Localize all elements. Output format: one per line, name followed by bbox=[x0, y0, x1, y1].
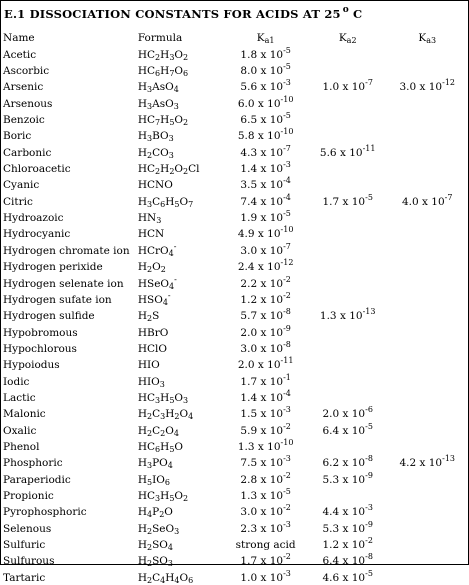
table-row bbox=[3, 356, 468, 372]
ka2-cell bbox=[309, 225, 387, 241]
table-body bbox=[3, 45, 468, 584]
ka2-cell bbox=[309, 340, 387, 356]
ka2-cell bbox=[309, 209, 387, 225]
ka3-cell bbox=[386, 307, 468, 323]
formula-cell: $H_3AsO_4$ bbox=[137, 81, 179, 95]
ka1-cell: 3.0 x $10^{-7}$ bbox=[240, 241, 291, 257]
ka1-cell: 2.0 x $10^{-9}$ bbox=[240, 323, 291, 339]
ka2-cell: 5.6 x $10^{-11}$ bbox=[319, 143, 376, 159]
ka2-cell: 6.4 x $10^{-5}$ bbox=[322, 421, 373, 437]
acid-name-cell: Citric bbox=[3, 195, 33, 208]
ka2-cell bbox=[309, 372, 387, 388]
table-row bbox=[3, 78, 468, 94]
formula-cell: $HIO_3$ bbox=[137, 375, 165, 389]
acid-name-cell: Propionic bbox=[3, 489, 54, 502]
ka3-cell bbox=[386, 356, 468, 372]
ka2-cell: 1.7 x $10^{-5}$ bbox=[322, 192, 373, 208]
ka1-cell: 6.5 x $10^{-5}$ bbox=[240, 111, 291, 127]
ka3-cell: 3.0 x $10^{-12}$ bbox=[399, 78, 455, 94]
ka3-cell: 4.2 x $10^{-13}$ bbox=[399, 454, 455, 470]
ka3-cell bbox=[386, 209, 468, 225]
table-row bbox=[3, 340, 468, 356]
ka1-cell: 2.4 x $10^{-12}$ bbox=[237, 258, 294, 274]
header-formula: Formula bbox=[137, 32, 183, 45]
ka2-cell bbox=[309, 323, 387, 339]
formula-cell: $H_2SO_3$ bbox=[137, 555, 174, 569]
ka3-cell bbox=[386, 389, 468, 405]
acid-name-cell: Hypoiodus bbox=[3, 359, 60, 372]
table-row bbox=[3, 323, 468, 339]
ka2-cell: 6.2 x $10^{-8}$ bbox=[322, 454, 373, 470]
ka1-cell: 2.8 x $10^{-2}$ bbox=[240, 470, 291, 486]
ka3-cell bbox=[386, 323, 468, 339]
acid-name-cell: Arsenic bbox=[3, 81, 44, 94]
ka1-cell: 1.3 x $10^{-10}$ bbox=[237, 437, 294, 453]
ka3-cell bbox=[386, 421, 468, 437]
formula-cell: $H_2SO_4$ bbox=[137, 539, 174, 552]
ka2-cell bbox=[309, 45, 387, 61]
table-row bbox=[3, 503, 468, 519]
ka3-cell bbox=[386, 568, 468, 584]
table-row bbox=[3, 470, 468, 486]
table-row bbox=[3, 291, 468, 307]
ka2-cell: 1.0 x $10^{-7}$ bbox=[322, 78, 373, 94]
ka2-cell: 6.4 x $10^{-8}$ bbox=[322, 552, 373, 568]
ka1-cell: 1.5 x $10^{-3}$ bbox=[240, 405, 291, 421]
acid-name-cell: Hypobromous bbox=[3, 326, 78, 339]
ka1-cell: 2.2 x $10^{-2}$ bbox=[240, 274, 291, 290]
ka1-cell: 3.0 x $10^{-8}$ bbox=[240, 339, 291, 355]
acid-name-cell: Paraperiodic bbox=[3, 473, 71, 486]
ka3-cell bbox=[386, 438, 468, 454]
table-row bbox=[3, 258, 468, 274]
formula-cell: $H_2CO_3$ bbox=[137, 146, 174, 160]
formula-cell: HSeO$_4$- bbox=[137, 274, 177, 291]
ka1-cell: 2.3 x $10^{-3}$ bbox=[240, 519, 291, 535]
table-row bbox=[3, 111, 468, 127]
formula-cell: $HC_7H_5O_2$ bbox=[137, 114, 189, 128]
formula-cell: $H_2C_4H_4O_6$ bbox=[137, 571, 194, 585]
table-row bbox=[3, 160, 468, 176]
table-row bbox=[3, 389, 468, 405]
ka2-cell bbox=[309, 487, 387, 503]
ka1-cell: 1.4 x $10^{-4}$ bbox=[240, 388, 291, 404]
formula-cell: $H_3BO_3$ bbox=[137, 130, 174, 144]
table-row bbox=[3, 192, 468, 208]
formula-cell: $H_3C_6H_5O_7$ bbox=[137, 195, 194, 209]
ka3-cell bbox=[386, 536, 468, 552]
ka1-cell: 8.0 x $10^{-5}$ bbox=[240, 62, 291, 78]
ka2-cell bbox=[309, 111, 387, 127]
acid-name-cell: Acetic bbox=[3, 48, 37, 61]
ka1-cell: 5.7 x $10^{-8}$ bbox=[240, 307, 291, 323]
ka1-cell: 4.3 x $10^{-7}$ bbox=[240, 143, 291, 159]
acid-name-cell: Malonic bbox=[3, 408, 46, 421]
acid-name-cell: Hydrogen chromate ion bbox=[3, 244, 130, 257]
acid-name-cell: Iodic bbox=[3, 375, 30, 388]
acid-name-cell: Selenous bbox=[3, 522, 52, 535]
table-row bbox=[3, 307, 468, 323]
ka1-cell: 1.2 x $10^{-2}$ bbox=[240, 290, 291, 306]
formula-cell: $H_2SeO_3$ bbox=[137, 522, 180, 536]
ka3-cell bbox=[386, 487, 468, 503]
ka2-cell bbox=[309, 127, 387, 143]
ka2-cell: 1.2 x $10^{-2}$ bbox=[322, 536, 373, 551]
ka2-cell bbox=[309, 62, 387, 78]
ka3-cell bbox=[386, 552, 468, 568]
table-row bbox=[3, 94, 468, 110]
ka3-cell bbox=[386, 519, 468, 535]
formula-cell: HIO bbox=[137, 359, 160, 372]
formula-cell: HCNO bbox=[137, 179, 173, 192]
acid-name-cell: Hydroazoic bbox=[3, 212, 64, 225]
formula-cell: $HC_2H_2O_2Cl$ bbox=[137, 163, 200, 177]
table-row bbox=[3, 487, 468, 503]
acid-name-cell: Ascorbic bbox=[3, 65, 50, 78]
formula-cell: HCrO$_4$- bbox=[137, 241, 177, 258]
ka2-cell bbox=[309, 241, 387, 257]
ka1-cell: 7.5 x $10^{-3}$ bbox=[240, 454, 291, 470]
ka3-cell bbox=[386, 62, 468, 78]
table-row bbox=[3, 209, 468, 225]
formula-cell: $H_2C_2O_4$ bbox=[137, 424, 179, 438]
acid-name-cell: Pyrophosphoric bbox=[3, 506, 87, 519]
formula-cell: $HC_6H_5O$ bbox=[137, 440, 184, 454]
ka2-cell bbox=[309, 258, 387, 274]
ka1-cell: 5.6 x $10^{-3}$ bbox=[240, 78, 291, 94]
ka1-cell: 6.0 x $10^{-10}$ bbox=[237, 94, 294, 110]
ka3-cell bbox=[386, 143, 468, 159]
ka3-cell bbox=[386, 405, 468, 421]
ka3-cell bbox=[386, 241, 468, 257]
ka2-cell bbox=[309, 274, 387, 290]
formula-cell: $H_5IO_6$ bbox=[137, 473, 170, 487]
title-text: E.1 DISSOCIATION CONSTANTS FOR ACIDS AT 25 bbox=[4, 7, 341, 21]
ka3-cell bbox=[386, 225, 468, 241]
ka1-cell: 2.0 x $10^{-11}$ bbox=[237, 356, 294, 372]
acid-name-cell: Hydrogen sufate ion bbox=[3, 293, 112, 306]
acid-name-cell: Carbonic bbox=[3, 146, 52, 159]
header-ka2: $K_{a2}$ bbox=[338, 32, 357, 46]
table-row bbox=[3, 519, 468, 535]
acid-name-cell: Oxalic bbox=[3, 424, 37, 437]
table-row bbox=[3, 45, 468, 61]
ka1-cell: 5.8 x $10^{-10}$ bbox=[237, 127, 294, 143]
table-row bbox=[3, 405, 468, 421]
acid-name-cell: Arsenous bbox=[3, 97, 53, 110]
table-row bbox=[3, 552, 468, 568]
ka2-cell bbox=[309, 176, 387, 192]
formula-cell: $HC_2H_3O_2$ bbox=[137, 48, 189, 62]
ka3-cell bbox=[386, 160, 468, 176]
formula-cell: $H_2O_2$ bbox=[137, 261, 166, 275]
ka3-cell: 4.0 x $10^{-7}$ bbox=[402, 192, 453, 208]
table-row bbox=[3, 421, 468, 437]
acid-name-cell: Phosphoric bbox=[3, 457, 63, 470]
ka3-cell bbox=[386, 111, 468, 127]
acid-name-cell: Tartaric bbox=[3, 571, 46, 584]
formula-cell: $H_3PO_4$ bbox=[137, 457, 173, 471]
title-unit: C bbox=[352, 7, 363, 21]
acid-name-cell: Hypochlorous bbox=[3, 342, 77, 355]
ka3-cell bbox=[386, 127, 468, 143]
ka3-cell bbox=[386, 94, 468, 110]
acid-name-cell: Hydrogen perixide bbox=[3, 261, 103, 274]
ka1-cell: strong acid bbox=[235, 539, 296, 551]
ka2-cell: 1.3 x $10^{-13}$ bbox=[319, 307, 376, 323]
acid-name-cell: Cyanic bbox=[3, 179, 40, 192]
header-ka1: $K_{a1}$ bbox=[256, 32, 275, 46]
dissociation-constants-table bbox=[3, 29, 468, 585]
table-row bbox=[3, 536, 468, 552]
ka2-cell bbox=[309, 291, 387, 307]
ka2-cell: 5.3 x $10^{-9}$ bbox=[322, 470, 373, 486]
ka3-cell bbox=[386, 45, 468, 61]
formula-cell: $HC_6H_7O_6$ bbox=[137, 65, 189, 79]
table-row bbox=[3, 568, 468, 584]
ka3-cell bbox=[386, 274, 468, 290]
ka3-cell bbox=[386, 176, 468, 192]
formula-cell: HCN bbox=[137, 228, 165, 241]
ka1-cell: 3.0 x $10^{-2}$ bbox=[240, 503, 291, 519]
table-row bbox=[3, 438, 468, 454]
table-row bbox=[3, 241, 468, 257]
formula-cell: HBrO bbox=[137, 326, 169, 339]
formula-cell: $HC_3H_5O_3$ bbox=[137, 391, 189, 405]
ka1-cell: 1.9 x $10^{-5}$ bbox=[240, 209, 291, 225]
ka3-cell bbox=[386, 291, 468, 307]
ka1-cell: 4.9 x $10^{-10}$ bbox=[237, 225, 294, 241]
ka2-cell bbox=[309, 438, 387, 454]
acid-name-cell: Chloroacetic bbox=[3, 163, 71, 176]
ka3-cell bbox=[386, 258, 468, 274]
acid-name-cell: Benzoic bbox=[3, 114, 45, 127]
acid-name-cell: Sulfuric bbox=[3, 539, 46, 551]
ka3-cell bbox=[386, 340, 468, 356]
ka1-cell: 3.5 x $10^{-4}$ bbox=[240, 176, 291, 192]
ka3-cell bbox=[386, 503, 468, 519]
header-ka3: $K_{a3}$ bbox=[418, 32, 437, 46]
formula-cell: $HSO_4^-$ bbox=[137, 290, 171, 307]
header-name: Name bbox=[3, 32, 35, 45]
ka3-cell bbox=[386, 470, 468, 486]
ka2-cell bbox=[309, 389, 387, 405]
table-header-row bbox=[3, 29, 468, 45]
table-row bbox=[3, 143, 468, 159]
acid-name-cell: Hydrogen selenate ion bbox=[3, 277, 124, 290]
acid-name-cell: Phenol bbox=[3, 440, 40, 453]
table-row bbox=[3, 274, 468, 290]
table-row bbox=[3, 225, 468, 241]
ka1-cell: 1.4 x $10^{-3}$ bbox=[240, 160, 291, 176]
formula-cell: $H_3AsO_3$ bbox=[137, 97, 179, 111]
acid-name-cell: Sulfurous bbox=[3, 555, 55, 568]
formula-cell: $H_4P_2O$ bbox=[137, 506, 173, 520]
ka2-cell: 4.6 x $10^{-5}$ bbox=[322, 568, 373, 584]
ka1-cell: 7.4 x $10^{-4}$ bbox=[240, 192, 291, 208]
acid-name-cell: Boric bbox=[3, 130, 32, 143]
table-row bbox=[3, 454, 468, 470]
title-degree-mark: o bbox=[342, 5, 349, 15]
ka1-cell: 1.7 x $10^{-1}$ bbox=[240, 372, 291, 388]
formula-cell: $H_2S$ bbox=[137, 310, 160, 324]
ka2-cell bbox=[309, 356, 387, 372]
table-row bbox=[3, 372, 468, 388]
ka3-cell bbox=[386, 372, 468, 388]
table-row bbox=[3, 176, 468, 192]
acid-name-cell: Hydrogen sulfide bbox=[3, 310, 95, 323]
ka2-cell: 2.0 x $10^{-6}$ bbox=[322, 405, 373, 421]
formula-cell: $H_2C_3H_2O_4$ bbox=[137, 408, 194, 422]
ka2-cell bbox=[309, 94, 387, 110]
ka2-cell: 4.4 x $10^{-3}$ bbox=[322, 503, 373, 519]
ka1-cell: 5.9 x $10^{-2}$ bbox=[240, 421, 291, 437]
acid-name-cell: Hydrocyanic bbox=[3, 228, 71, 241]
table-row bbox=[3, 62, 468, 78]
page-title bbox=[4, 7, 362, 21]
ka1-cell: 1.0 x $10^{-3}$ bbox=[240, 568, 291, 584]
acid-name-cell: Lactic bbox=[3, 391, 36, 404]
formula-cell: HClO bbox=[137, 342, 168, 355]
ka1-cell: 1.3 x $10^{-5}$ bbox=[240, 486, 291, 502]
ka2-cell: 5.3 x $10^{-9}$ bbox=[322, 519, 373, 535]
table-row bbox=[3, 127, 468, 143]
formula-cell: $HC_3H_5O_2$ bbox=[137, 489, 189, 503]
ka2-cell bbox=[309, 160, 387, 176]
ka1-cell: 1.7 x $10^{-2}$ bbox=[240, 552, 291, 568]
formula-cell: $HN_3$ bbox=[137, 212, 162, 226]
ka1-cell: 1.8 x $10^{-5}$ bbox=[240, 45, 291, 61]
